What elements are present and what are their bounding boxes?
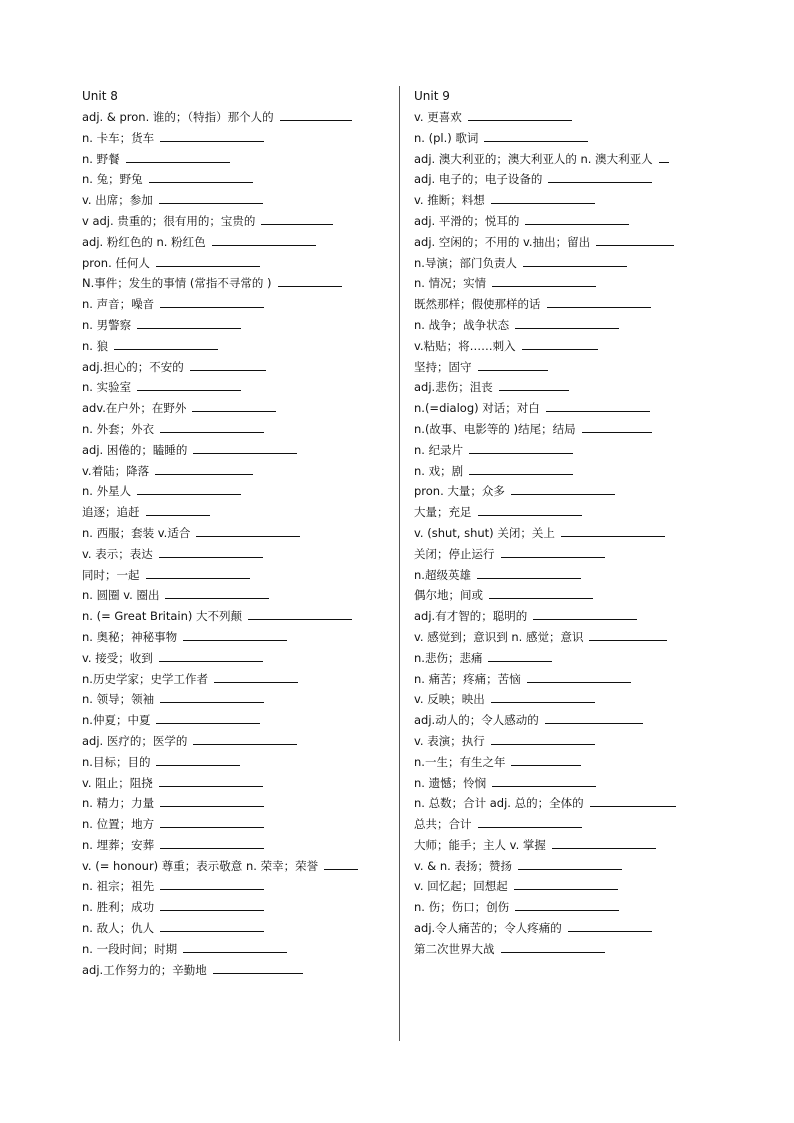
vocab-item <box>414 190 734 211</box>
vocab-definition: v. 阻止；阻挠 <box>82 775 153 790</box>
answer-blank[interactable] <box>491 732 595 745</box>
answer-blank[interactable] <box>488 649 552 662</box>
vocab-item <box>82 856 397 877</box>
vocab-item <box>414 481 734 502</box>
vocab-definition: adj. 粉红色的 n. 粉红色 <box>82 234 206 249</box>
answer-blank[interactable] <box>146 566 250 579</box>
answer-blank[interactable] <box>568 919 652 932</box>
vocab-item <box>82 773 397 794</box>
vocab-definition: n. 总数；合计 adj. 总的；全体的 <box>414 796 584 811</box>
vocab-definition: n.超级英雄 <box>414 567 471 582</box>
vocab-definition: adj. 平滑的；悦耳的 <box>414 213 520 228</box>
answer-blank[interactable] <box>511 482 615 495</box>
vocab-definition: n.(=dialog) 对话；对白 <box>414 401 540 416</box>
vocab-item <box>414 648 734 669</box>
vocab-definition: n. 西服；套装 v.适合 <box>82 525 191 540</box>
vocab-item <box>82 565 397 586</box>
answer-blank[interactable] <box>183 628 287 641</box>
vocab-item <box>82 918 397 939</box>
vocab-definition: n.(故事、电影等的 )结尾；结局 <box>414 421 576 436</box>
vocab-definition: n. 狼 <box>82 338 109 353</box>
answer-blank[interactable] <box>518 857 622 870</box>
vocab-item <box>82 273 397 294</box>
vocab-definition: n.目标；目的 <box>82 754 151 769</box>
vocab-definition: n. 祖宗；祖先 <box>82 879 155 894</box>
vocab-item <box>82 461 397 482</box>
vocab-item <box>82 211 397 232</box>
vocab-definition: adj. 电子的；电子设备的 <box>414 172 543 187</box>
vocab-definition: pron. 任何人 <box>82 255 150 270</box>
answer-blank[interactable] <box>469 462 573 475</box>
vocab-definition: n. 位置；地方 <box>82 817 155 832</box>
answer-blank[interactable] <box>515 316 619 329</box>
unit8-column <box>82 86 397 980</box>
vocab-item <box>82 876 397 897</box>
answer-blank[interactable] <box>491 690 595 703</box>
vocab-item <box>414 544 734 565</box>
vocab-item <box>82 814 397 835</box>
vocab-item <box>414 897 734 918</box>
answer-blank[interactable] <box>489 586 593 599</box>
answer-blank[interactable] <box>156 753 240 766</box>
vocab-item <box>82 606 397 627</box>
vocab-item <box>414 939 734 960</box>
vocab-item <box>82 149 397 170</box>
vocab-definition: v. 出席；参加 <box>82 193 153 208</box>
answer-blank[interactable] <box>523 254 627 267</box>
vocab-item <box>414 315 734 336</box>
answer-blank[interactable] <box>511 753 581 766</box>
vocab-definition: n. 卡车；货车 <box>82 130 155 145</box>
vocab-definition: v. 更喜欢 <box>414 110 462 124</box>
vocab-definition: v. 表演；执行 <box>414 733 485 748</box>
answer-blank[interactable] <box>160 129 264 142</box>
vocab-definition: v.粘贴；将……刺入 <box>414 338 516 353</box>
answer-blank[interactable] <box>160 919 264 932</box>
answer-blank[interactable] <box>478 815 582 828</box>
answer-blank[interactable] <box>596 233 674 246</box>
vocab-item <box>82 398 397 419</box>
vocab-item <box>414 627 734 648</box>
vocab-item <box>414 752 734 773</box>
vocab-definition: n. 野餐 <box>82 151 120 166</box>
vocab-item <box>414 336 734 357</box>
answer-blank[interactable] <box>491 191 595 204</box>
vocab-item <box>82 502 397 523</box>
vocab-item <box>414 253 734 274</box>
answer-blank[interactable] <box>156 254 260 267</box>
answer-blank[interactable] <box>193 441 297 454</box>
answer-blank[interactable] <box>160 794 264 807</box>
vocab-item <box>414 773 734 794</box>
vocab-item <box>414 377 734 398</box>
answer-blank[interactable] <box>548 170 652 183</box>
vocab-item <box>414 876 734 897</box>
vocab-definition: v. & n. 表扬；赞扬 <box>414 858 512 873</box>
vocab-definition: n. 外套；外衣 <box>82 421 155 436</box>
answer-blank[interactable] <box>126 150 230 163</box>
vocab-item <box>82 648 397 669</box>
vocab-definition: v. 反映；映出 <box>414 692 485 707</box>
vocab-item <box>414 419 734 440</box>
vocab-definition: adj.悲伤；沮丧 <box>414 380 493 395</box>
vocab-item <box>82 939 397 960</box>
vocab-definition: n. 圆圈 v. 圈出 <box>82 588 160 603</box>
vocab-definition: n. 一段时间；时期 <box>82 941 178 956</box>
answer-blank[interactable] <box>137 482 241 495</box>
answer-blank[interactable] <box>114 337 218 350</box>
vocab-definition: v. (shut, shut) 关闭；关上 <box>414 525 555 540</box>
answer-blank[interactable] <box>468 108 572 121</box>
vocab-item <box>82 481 397 502</box>
vocab-definition: 偶尔地；间或 <box>414 588 483 603</box>
vocab-definition: n. 领导；领袖 <box>82 692 155 707</box>
vocab-definition: adj.有才智的；聪明的 <box>414 609 528 624</box>
vocab-item <box>82 897 397 918</box>
vocab-definition: adj.令人痛苦的；令人疼痛的 <box>414 921 562 936</box>
vocab-item <box>82 960 397 981</box>
vocab-definition: 第二次世界大战 <box>414 941 495 956</box>
vocab-definition: 既然那样；假使那样的话 <box>414 297 541 312</box>
answer-blank[interactable] <box>248 607 352 620</box>
answer-blank[interactable] <box>156 711 260 724</box>
answer-blank[interactable] <box>589 628 667 641</box>
vocab-definition: n. 埋葬；安葬 <box>82 837 155 852</box>
vocab-item <box>414 585 734 606</box>
vocab-item <box>82 710 397 731</box>
answer-blank[interactable] <box>582 420 652 433</box>
vocab-item <box>414 461 734 482</box>
vocab-item <box>414 169 734 190</box>
vocab-item <box>414 523 734 544</box>
vocab-definition: adj.工作努力的；辛勤地 <box>82 962 207 977</box>
vocab-item <box>82 107 397 128</box>
answer-blank[interactable] <box>324 857 358 870</box>
vocab-item <box>82 377 397 398</box>
vocab-definition: n. 兔；野兔 <box>82 172 143 187</box>
answer-blank[interactable] <box>165 586 269 599</box>
vocab-item <box>82 357 397 378</box>
vocab-definition: v.着陆；降落 <box>82 463 150 478</box>
vocab-definition: n. 遗憾；怜悯 <box>414 775 487 790</box>
vocab-definition: v. 感觉到；意识到 n. 感觉；意识 <box>414 629 584 644</box>
vocab-item <box>82 752 397 773</box>
vocab-definition: 大师；能手；主人 v. 掌握 <box>414 837 546 852</box>
vocab-item <box>82 294 397 315</box>
vocab-definition: n. 外星人 <box>82 484 132 499</box>
vocab-definition: n. (= Great Britain) 大不列颠 <box>82 609 243 624</box>
answer-blank[interactable] <box>160 877 264 890</box>
vocab-definition: n.悲伤；悲痛 <box>414 650 483 665</box>
vocab-definition: v. 回忆起；回想起 <box>414 879 508 894</box>
answer-blank[interactable] <box>160 898 264 911</box>
unit9-vocab-list <box>414 107 734 960</box>
vocab-item <box>82 793 397 814</box>
answer-blank[interactable] <box>159 774 263 787</box>
vocab-item <box>82 585 397 606</box>
answer-blank[interactable] <box>160 815 264 828</box>
answer-blank[interactable] <box>501 545 605 558</box>
vocab-definition: adj. 澳大利亚的；澳大利亚人的 n. 澳大利亚人 <box>414 151 653 166</box>
vocab-item <box>414 232 734 253</box>
answer-blank[interactable] <box>261 212 333 225</box>
vocab-definition: n. 奥秘；神秘事物 <box>82 629 178 644</box>
answer-blank[interactable] <box>522 337 598 350</box>
vocab-item <box>82 232 397 253</box>
answer-blank[interactable] <box>196 524 300 537</box>
vocab-item <box>82 169 397 190</box>
answer-blank[interactable] <box>160 295 264 308</box>
vocab-definition: v. 接受；收到 <box>82 650 153 665</box>
answer-blank[interactable] <box>149 170 253 183</box>
vocab-definition: n. 胜利；成功 <box>82 900 155 915</box>
answer-blank[interactable] <box>212 233 316 246</box>
vocab-definition: n.一生；有生之年 <box>414 754 506 769</box>
vocab-item <box>82 315 397 336</box>
answer-blank[interactable] <box>527 670 631 683</box>
vocab-definition: 大量；充足 <box>414 505 472 520</box>
answer-blank[interactable] <box>533 607 637 620</box>
vocab-definition: n. 伤；伤口；创伤 <box>414 900 510 915</box>
vocab-item <box>82 419 397 440</box>
answer-blank[interactable] <box>137 316 241 329</box>
vocab-definition: 坚持；固守 <box>414 359 472 374</box>
answer-blank[interactable] <box>214 670 298 683</box>
vocab-item <box>414 710 734 731</box>
answer-blank[interactable] <box>159 545 263 558</box>
answer-blank[interactable] <box>190 358 266 371</box>
answer-blank[interactable] <box>492 274 596 287</box>
vocab-definition: n. 实验室 <box>82 380 132 395</box>
vocab-definition: n. (pl.) 歌词 <box>414 130 479 145</box>
answer-blank[interactable] <box>492 774 596 787</box>
vocab-definition: n.导演；部门负责人 <box>414 255 517 270</box>
answer-blank[interactable] <box>146 503 210 516</box>
vocab-definition: adj. 空闲的；不用的 v.抽出；留出 <box>414 234 591 249</box>
vocab-item <box>414 502 734 523</box>
vocab-definition: adj. & pron. 谁的；（特指）那个人的 <box>82 110 274 124</box>
vocab-item <box>414 398 734 419</box>
vocab-item <box>414 606 734 627</box>
vocab-definition: adj. 困倦的；瞌睡的 <box>82 442 188 457</box>
vocab-item <box>82 689 397 710</box>
vocab-item <box>414 149 734 170</box>
answer-blank[interactable] <box>552 836 656 849</box>
vocab-item <box>414 273 734 294</box>
vocab-item <box>414 731 734 752</box>
vocab-item <box>82 253 397 274</box>
answer-blank[interactable] <box>193 732 297 745</box>
vocab-item <box>414 856 734 877</box>
vocab-item <box>82 128 397 149</box>
vocab-item <box>414 440 734 461</box>
answer-blank[interactable] <box>137 378 241 391</box>
answer-blank[interactable] <box>159 649 263 662</box>
vocab-definition: n. 精力；力量 <box>82 796 155 811</box>
vocab-definition: 追逐；追赶 <box>82 505 140 520</box>
answer-blank[interactable] <box>160 420 264 433</box>
vocab-definition: n.历史学家；史学工作者 <box>82 671 208 686</box>
vocab-definition: pron. 大量；众多 <box>414 484 505 499</box>
vocab-item <box>414 793 734 814</box>
answer-blank[interactable] <box>501 940 605 953</box>
vocab-definition: adv.在户外；在野外 <box>82 401 187 416</box>
vocab-item <box>82 523 397 544</box>
vocab-definition: v adj. 贵重的；很有用的；宝贵的 <box>82 213 256 228</box>
answer-blank[interactable] <box>183 940 287 953</box>
vocab-definition: v. (= honour) 尊重；表示敬意 n. 荣幸；荣誉 <box>82 858 319 873</box>
answer-blank[interactable] <box>469 441 573 454</box>
vocab-definition: 关闭；停止运行 <box>414 546 495 561</box>
vocab-definition: n.仲夏；中夏 <box>82 713 151 728</box>
answer-blank[interactable] <box>525 212 629 225</box>
column-divider <box>399 86 400 1041</box>
answer-blank[interactable] <box>160 690 264 703</box>
vocab-definition: n. 戏；剧 <box>414 463 464 478</box>
vocab-definition: n. 情况；实情 <box>414 276 487 291</box>
vocab-definition: n. 战争；战争状态 <box>414 317 510 332</box>
vocab-item <box>414 357 734 378</box>
answer-blank[interactable] <box>545 711 643 724</box>
answer-blank[interactable] <box>159 191 263 204</box>
vocab-definition: N.事件；发生的事情 (常指不寻常的 ) <box>82 276 272 291</box>
answer-blank[interactable] <box>213 961 303 974</box>
answer-blank[interactable] <box>547 295 651 308</box>
vocab-item <box>82 440 397 461</box>
vocab-definition: 同时；一起 <box>82 567 140 582</box>
vocab-item <box>82 669 397 690</box>
answer-blank[interactable] <box>514 877 618 890</box>
vocab-definition: 总共；合计 <box>414 817 472 832</box>
vocab-item <box>414 689 734 710</box>
answer-blank[interactable] <box>280 108 352 121</box>
vocab-definition: n. 敌人；仇人 <box>82 921 155 936</box>
vocab-item <box>82 731 397 752</box>
vocab-item <box>82 190 397 211</box>
answer-blank[interactable] <box>155 462 253 475</box>
answer-blank[interactable] <box>192 399 276 412</box>
vocab-item <box>414 918 734 939</box>
vocab-item <box>414 211 734 232</box>
answer-blank[interactable] <box>484 129 588 142</box>
answer-blank[interactable] <box>160 836 264 849</box>
vocab-item <box>414 128 734 149</box>
unit8-vocab-list <box>82 107 397 980</box>
vocab-definition: n. 痛苦；疼痛；苦恼 <box>414 671 521 686</box>
answer-blank[interactable] <box>659 150 669 163</box>
answer-blank[interactable] <box>561 524 665 537</box>
unit9-column <box>414 86 734 960</box>
vocab-item <box>82 835 397 856</box>
vocab-definition: n. 声音；噪音 <box>82 297 155 312</box>
unit9-title: Unit 9 <box>414 89 450 103</box>
answer-blank[interactable] <box>546 399 650 412</box>
vocab-item <box>82 544 397 565</box>
vocab-definition: adj. 医疗的；医学的 <box>82 733 188 748</box>
answer-blank[interactable] <box>499 378 569 391</box>
vocab-definition: adj.担心的；不安的 <box>82 359 184 374</box>
answer-blank[interactable] <box>478 503 582 516</box>
vocab-item <box>414 669 734 690</box>
answer-blank[interactable] <box>278 274 342 287</box>
vocab-item <box>82 627 397 648</box>
answer-blank[interactable] <box>477 566 581 579</box>
answer-blank[interactable] <box>478 358 548 371</box>
vocab-item <box>414 565 734 586</box>
vocab-definition: v. 表示；表达 <box>82 546 153 561</box>
vocab-item <box>414 294 734 315</box>
answer-blank[interactable] <box>515 898 619 911</box>
answer-blank[interactable] <box>590 794 676 807</box>
vocab-definition: n. 男警察 <box>82 317 132 332</box>
vocab-definition: v. 推断；料想 <box>414 193 485 208</box>
vocab-item <box>414 835 734 856</box>
unit8-title: Unit 8 <box>82 89 118 103</box>
vocab-item <box>414 814 734 835</box>
vocab-item <box>82 336 397 357</box>
vocab-item <box>414 107 734 128</box>
vocab-definition: adj.动人的；令人感动的 <box>414 713 539 728</box>
vocab-definition: n. 纪录片 <box>414 442 464 457</box>
